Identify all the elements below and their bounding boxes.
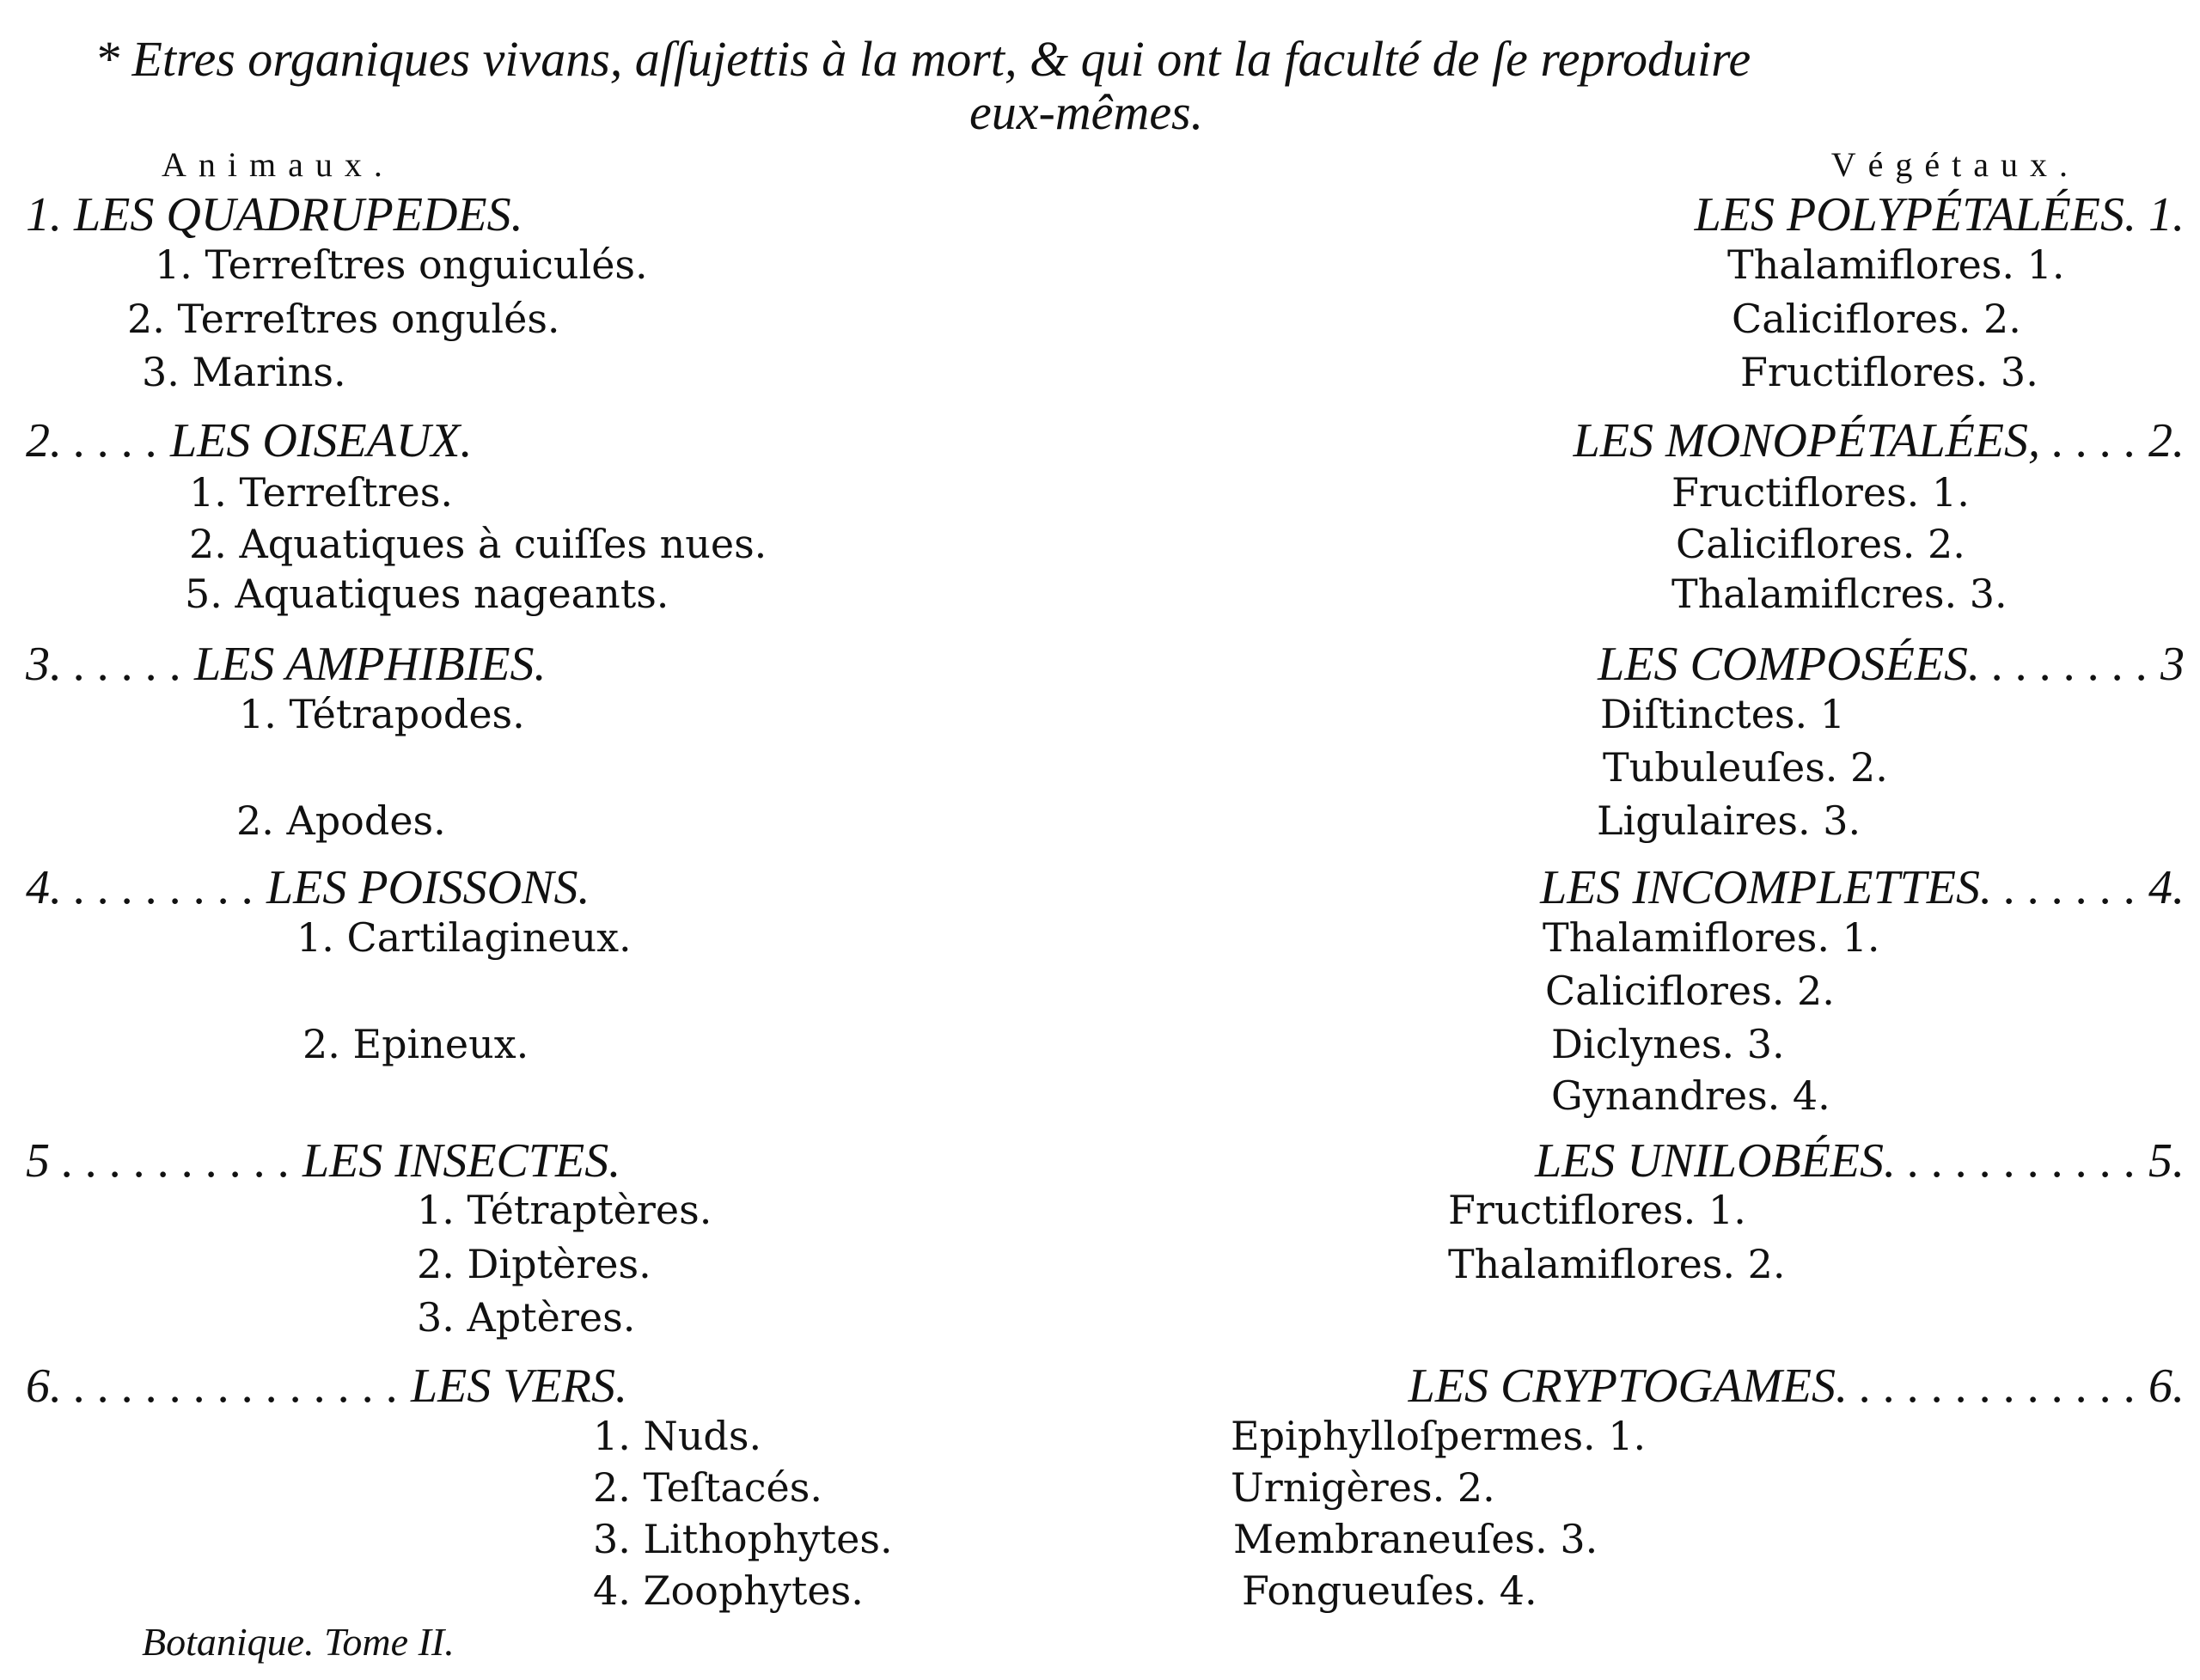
- vegetable-subgroup: Thalamiflcres. 3.: [1671, 571, 2008, 617]
- vegetable-subgroup: Diſtinctes. 1: [1600, 691, 1846, 737]
- animal-group-title: 6. . . . . . . . . . . . . . . LES VERS.: [26, 1359, 627, 1413]
- animal-subgroup: 1. Cartilagineux.: [296, 914, 632, 961]
- vegetable-group-title: LES POLYPÉTALÉES. 1.: [1694, 188, 2185, 241]
- animal-subgroup: 2. Apodes.: [236, 797, 446, 844]
- page-title-line-1: * Etres organiques vivans, aſſujettis à la mort, & qui ont la faculté de ſe reproduire: [95, 31, 1751, 87]
- animal-group-title: 4. . . . . . . . . LES POISSONS.: [26, 861, 590, 914]
- vegetable-subgroup: Caliciflores. 2.: [1732, 296, 2021, 342]
- animal-group-title: 2. . . . . LES OISEAUX.: [26, 414, 473, 467]
- animal-subgroup: 2. Diptères.: [417, 1241, 651, 1287]
- vegetable-subgroup: Caliciflores. 2.: [1545, 968, 1835, 1014]
- animal-group-title: 1. LES QUADRUPEDES.: [26, 188, 523, 241]
- vegetables-heading: Végétaux.: [1830, 145, 2080, 184]
- animals-heading: Animaux.: [162, 145, 394, 184]
- vegetable-subgroup: Urnigères. 2.: [1231, 1464, 1495, 1511]
- animal-subgroup: 1. Nuds.: [593, 1413, 762, 1459]
- vegetable-subgroup: Diclynes. 3.: [1551, 1021, 1785, 1067]
- vegetable-subgroup: Fructiflores. 1.: [1671, 469, 1970, 516]
- vegetable-subgroup: Fructiflores. 1.: [1448, 1187, 1746, 1233]
- vegetable-group-title: LES UNILOBÉES. . . . . . . . . . . 5.: [1535, 1134, 2185, 1188]
- vegetable-subgroup: Thalamiflores. 2.: [1448, 1241, 1786, 1287]
- vegetable-subgroup: Fongueuſes. 4.: [1242, 1567, 1537, 1614]
- vegetable-group-title: LES INCOMPLETTES. . . . . . . 4.: [1540, 861, 2185, 914]
- animal-subgroup: 1. Terreſtres onguiculés.: [155, 241, 648, 288]
- vegetable-subgroup: Ligulaires. 3.: [1597, 797, 1861, 844]
- page-title-line-2: eux-mêmes.: [969, 84, 1204, 140]
- animal-subgroup: 4. Zoophytes.: [593, 1567, 864, 1614]
- vegetable-group-title: LES COMPOSÉES. . . . . . . . 3: [1598, 638, 2185, 691]
- vegetable-subgroup: Gynandres. 4.: [1551, 1072, 1830, 1119]
- vegetable-subgroup: Thalamiflores. 1.: [1543, 914, 1880, 961]
- animal-subgroup: 3. Marins.: [142, 349, 346, 395]
- animal-subgroup: 2. Teſtacés.: [593, 1464, 822, 1511]
- vegetable-subgroup: Membraneuſes. 3.: [1233, 1516, 1598, 1562]
- vegetable-subgroup: Fructiflores. 3.: [1740, 349, 2038, 395]
- animal-group-title: 3. . . . . . LES AMPHIBIES.: [26, 638, 547, 691]
- animal-subgroup: 1. Tétraptères.: [417, 1187, 712, 1233]
- animal-subgroup: 2. Terreſtres ongulés.: [127, 296, 560, 342]
- vegetable-subgroup: Thalamiflores. 1.: [1727, 241, 2065, 288]
- animal-subgroup: 1. Terreſtres.: [189, 469, 453, 516]
- animal-subgroup: 3. Lithophytes.: [593, 1516, 893, 1562]
- animal-group-title: 5 . . . . . . . . . . LES INSECTES.: [26, 1134, 621, 1188]
- animal-subgroup: 3. Aptères.: [417, 1294, 636, 1341]
- vegetable-subgroup: Caliciflores. 2.: [1676, 521, 1965, 567]
- vegetable-group-title: LES MONOPÉTALÉES, . . . . 2.: [1573, 414, 2185, 467]
- animal-subgroup: 5. Aquatiques nageants.: [185, 571, 669, 617]
- animal-subgroup: 2. Epineux.: [302, 1021, 529, 1067]
- animal-subgroup: 1. Tétrapodes.: [239, 691, 525, 737]
- vegetable-subgroup: Tubuleuſes. 2.: [1603, 744, 1888, 791]
- vegetable-group-title: LES CRYPTOGAMES. . . . . . . . . . . . . 6.: [1408, 1359, 2185, 1413]
- footer-signature: Botanique. Tome II.: [142, 1620, 455, 1664]
- animal-subgroup: 2. Aquatiques à cuiſſes nues.: [189, 521, 767, 567]
- vegetable-subgroup: Epiphylloſpermes. 1.: [1231, 1413, 1647, 1459]
